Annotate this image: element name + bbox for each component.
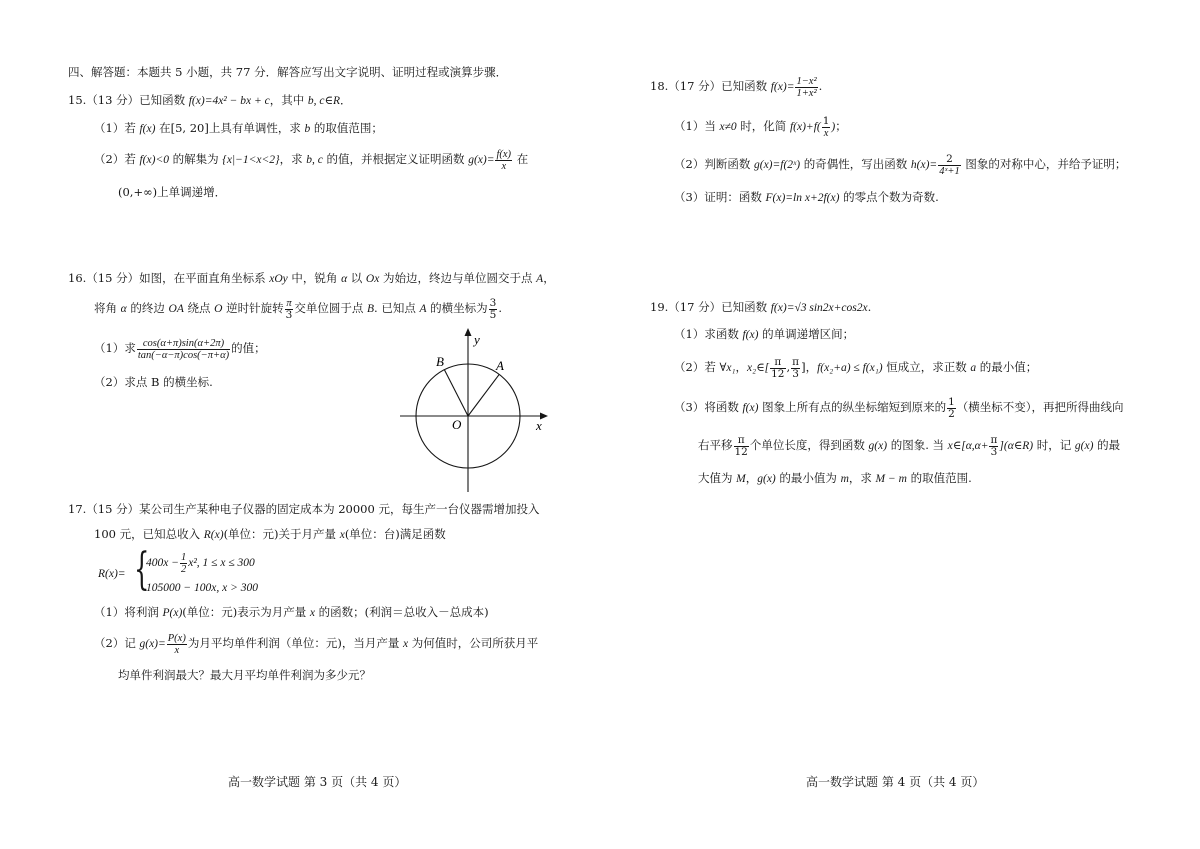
fraction: $\frac{\cos(\alpha+\pi)\sin(\alpha+2\pi)}{\tan(-\alpha-\pi)\cos(-\pi+\alpha)}$ <box>137 337 230 361</box>
q17-stem: 17.（15 分）某公司生产某种电子仪器的固定成本为 20000 元，每生产一台仪器需增加投入 <box>68 502 540 516</box>
fraction: $\frac{\pi}{12}$ <box>734 433 748 458</box>
q18-part3: （3）证明：函数 F(x)=ln x+2f(x) 的零点个数为奇数. <box>674 190 939 204</box>
q19-part3-cont2: 大值为 M，g(x) 的最小值为 m，求 M − m 的取值范围. <box>698 471 972 485</box>
q17-part1: （1）将利润 P(x)(单位：元)表示为月产量 x 的函数；(利润＝总收入－总成本) <box>94 605 489 619</box>
q17-part2-cont: 均单件利润最大？最大月平均单件利润为多少元？ <box>118 668 371 682</box>
q16-part2: （2）求点 B 的横坐标. <box>94 375 213 389</box>
q16-stem: 16.（15 分）如图，在平面直角坐标系 xOy 中，锐角 α 以 Ox 为始边，终边与单位圆交于点 A， <box>68 271 555 285</box>
q19-part3: （3）将函数 f(x) 图象上所有点的纵坐标缩短到原来的 $\frac{1}{2}$ （横坐标不变），再把所得曲线向 <box>674 395 1124 420</box>
q18-stem: 18.（17 分）已知函数 f(x)= $\frac{\text{1−x²}}{\text{1+x²}}$ . <box>650 75 823 99</box>
q15-part1: （1）若 f(x) 在[5, 20]上具有单调性，求 b 的取值范围； <box>94 121 383 135</box>
page-footer-left: 高一数学试题 第 3 页（共 4 页） <box>228 775 407 789</box>
fraction: $\frac{1}{2}$ <box>948 395 955 420</box>
unit-circle-figure <box>396 326 556 496</box>
ray-OB <box>444 370 468 416</box>
ray-OA <box>468 374 499 416</box>
q19-part3-cont: 右平移 $\frac{\pi}{12}$ 个单位长度，得到函数 g(x) 的图象. 当 x∈[α,α+ $\frac{\pi}{3}$ ](α∈R) 时，记 g(x) 的最 <box>698 433 1121 458</box>
piecewise-case-2: 105000 − 100x, x > 300 <box>146 582 258 594</box>
q19-part2: （2）若 ∀x₁，x₂∈[ $\frac{\pi}{12}$ , $\frac{\pi}{3}$ ]，f(x₂+a) ≤ f(x₁) 恒成立，求正数 a 的最小值； <box>674 355 1038 380</box>
fraction: $\frac{P(x)}{x}$ <box>167 632 186 656</box>
q15-stem: 15.（13 分）已知函数 f(x)=4x² − bx + c，其中 b, c∈R． <box>68 93 352 107</box>
q16-part1: （1）求 $\frac{\cos(\alpha+\pi)\sin(\alpha+2\pi)}{\tan(-\alpha-\pi)\cos(-\pi+\alpha)}$ 的值； <box>94 337 266 361</box>
q15-part2: （2）若 f(x)<0 的解集为 {x|−1<x<2}，求 b, c 的值，并根据定义证明函数 g(x)= $\frac{f(x)}{x}$ 在 <box>94 148 529 172</box>
piecewise-case-1: 400x − $\frac{1}{2}$ x², 1 ≤ x ≤ 300 <box>146 552 255 575</box>
origin-label: O <box>452 417 462 432</box>
q18-part2: （2）判断函数 g(x)=f(2ˣ) 的奇偶性，写出函数 h(x)= $\frac{2}{\text{4ˣ+1}}$ 图象的对称中心，并给予证明； <box>674 152 1127 177</box>
q15-part2-cont: (0,+∞)上单调递增． <box>118 185 227 199</box>
piecewise-brace: { <box>134 544 150 595</box>
q16-stem-cont: 将角 α 的终边 OA 绕点 O 逆时针旋转 $\frac{\pi}{3}$ 交单位圆于点 B. 已知点 A 的横坐标为 $\frac{3}{5}$ . <box>94 296 503 321</box>
q19-part1: （1）求函数 f(x) 的单调递增区间； <box>674 327 855 341</box>
page-footer-right: 高一数学试题 第 4 页（共 4 页） <box>806 775 985 789</box>
fraction: $\frac{\pi}{3}$ <box>990 433 998 458</box>
fraction: $\frac{\pi}{3}$ <box>792 355 800 380</box>
x-axis-label: x <box>536 418 542 433</box>
section-header: 四、解答题：本题共 5 小题，共 77 分．解答应写出文字说明、证明过程或演算步骤． <box>68 65 508 79</box>
q17-stem-cont: 100 元，已知总收入 R(x)(单位：元)关于月产量 x(单位：台)满足函数 <box>94 527 446 541</box>
fraction: $\frac{f(x)}{x}$ <box>496 148 512 172</box>
fraction: $\frac{1}{x}$ <box>822 114 830 139</box>
q17-part2: （2）记 g(x)= $\frac{P(x)}{x}$ 为月平均单件利润（单位：元)，当月产量 x 为何值时，公司所获月平 <box>94 632 539 656</box>
fraction: $\frac{3}{5}$ <box>489 296 497 321</box>
point-B-label: B <box>436 354 444 369</box>
fraction: $\frac{2}{\text{4ˣ+1}}$ <box>939 152 960 177</box>
y-axis-label: y <box>474 332 480 347</box>
q19-stem: 19.（17 分）已知函数 f(x)=√3 sin2x+cos2x. <box>650 300 872 314</box>
y-axis-arrow <box>465 328 472 336</box>
fraction: $\frac{\text{1−x²}}{\text{1+x²}}$ <box>796 75 817 99</box>
piecewise-lhs: R(x)= <box>98 568 126 580</box>
q18-part1: （1）当 x≠0 时，化简 f(x)+f( $\frac{1}{x}$ )； <box>674 114 847 139</box>
fraction: $\frac{\pi}{3}$ <box>285 297 293 321</box>
fraction: $\frac{\pi}{12}$ <box>771 355 785 380</box>
point-A-label: A <box>496 358 504 373</box>
fraction: $\frac{1}{2}$ <box>181 552 187 575</box>
